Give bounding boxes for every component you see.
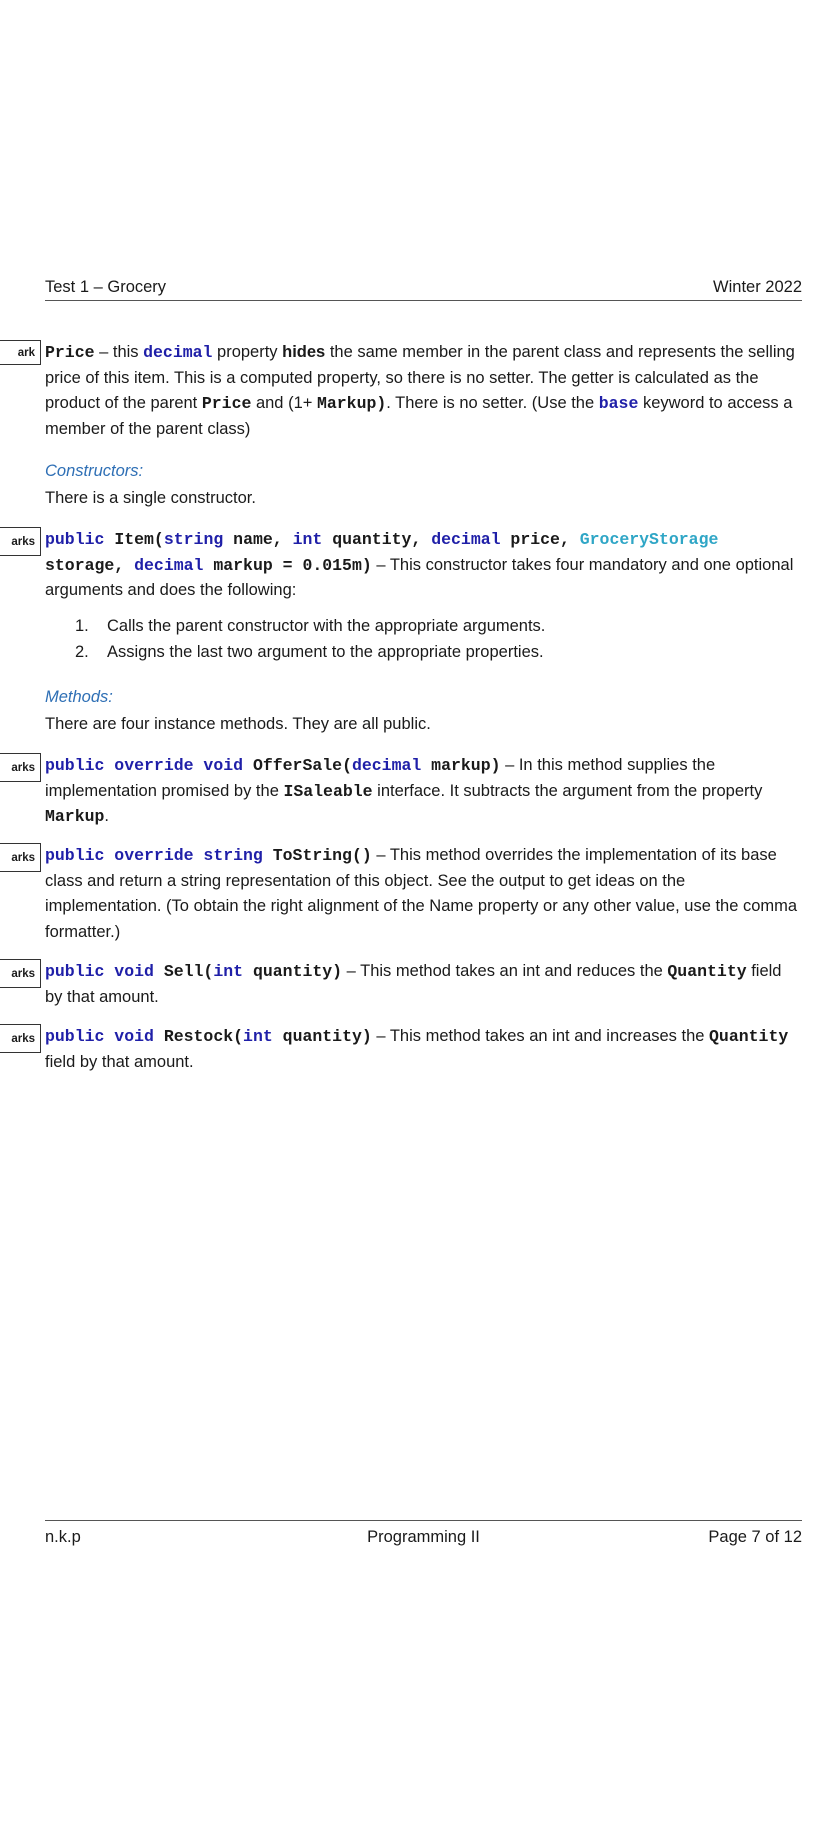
step-2	[75, 643, 544, 662]
methods-text: There are four instance methods. They are all public.	[45, 715, 431, 733]
methods-heading: Methods:	[45, 688, 113, 706]
marks-box-tostring: arks	[0, 843, 41, 872]
offersale-text-3: .	[104, 807, 110, 825]
decimal-keyword: decimal	[431, 530, 501, 549]
sell-block	[11, 959, 802, 1010]
marks-box-sell: arks	[0, 959, 41, 988]
int-keyword: int	[292, 530, 323, 549]
markup-ref: Markup)	[316, 394, 387, 413]
restock-name: Restock(	[153, 1027, 244, 1046]
restock-text-1: – This method takes an int and increases the	[371, 1027, 710, 1045]
tostring-keywords: public override string	[45, 846, 263, 865]
footer-course: Programming II	[367, 1528, 480, 1546]
offersale-arg: markup)	[421, 756, 501, 775]
price-property-block	[17, 340, 802, 442]
hides-word: hides	[282, 343, 326, 361]
isaleable-interface: ISaleable	[283, 781, 373, 801]
step-number: 1.	[75, 617, 89, 635]
restock-arg: quantity)	[272, 1027, 372, 1046]
ctor-price-param: price,	[500, 530, 580, 549]
public-keyword: public	[45, 530, 105, 549]
int-keyword: int	[243, 1027, 273, 1046]
header-title: Test 1 – Grocery	[45, 278, 167, 296]
page-header	[45, 276, 802, 301]
string-keyword: string	[163, 530, 224, 549]
tostring-text: – This method overrides the implementation of its base class and return a string representation of this object. See the output to get ideas on the implementation. (To obtain the right alignment of the Name property or any other value, use the comma formatter.)	[45, 846, 798, 941]
int-keyword: int	[213, 962, 244, 981]
quantity-field: Quantity	[709, 1027, 789, 1046]
marks-box-restock: arks	[0, 1024, 41, 1053]
restock-text-2: field by that amount.	[45, 1052, 194, 1071]
marks-box-price: ark	[0, 340, 41, 365]
constructors-heading: Constructors:	[45, 462, 144, 480]
marks-box-offersale: arks	[0, 753, 41, 782]
step-1	[75, 617, 545, 636]
sell-text-2: field by that amount.	[45, 962, 782, 1006]
grocery-storage-type: GroceryStorage	[579, 530, 719, 549]
markup-property: Markup	[45, 807, 105, 826]
restock-block	[11, 1024, 802, 1075]
restock-keywords: public void	[45, 1027, 154, 1046]
offersale-text-2: interface. It subtracts the argument from the property	[372, 781, 763, 800]
parent-price: Price	[201, 394, 252, 413]
ctor-item: Item(	[104, 530, 164, 549]
ctor-quantity-param: quantity,	[322, 530, 432, 549]
quantity-field: Quantity	[667, 962, 747, 981]
offersale-text-1: – In this method supplies the implementation promised by the	[45, 756, 716, 800]
sell-name: Sell(	[153, 962, 214, 981]
base-keyword: base	[598, 394, 639, 413]
footer-author: n.k.p	[45, 1528, 81, 1546]
price-text-3: the same member in the parent class and represents the selling price of this item. This is a computed property, so there is no setter. The getter is calculated as the product of the parent	[45, 343, 795, 412]
step-text: Calls the parent constructor with the appropriate arguments.	[107, 617, 546, 635]
offersale-name: OfferSale(	[243, 756, 352, 775]
ctor-name-param: name,	[223, 530, 293, 549]
tostring-block	[11, 843, 802, 945]
price-text-2: property	[212, 343, 283, 361]
sell-text-1: – This method takes an int and reduces the	[342, 962, 668, 980]
decimal-keyword-2: decimal	[134, 555, 204, 575]
offersale-keywords: public override void	[45, 756, 244, 775]
step-number: 2.	[75, 643, 89, 661]
price-text-5: . There is no setter. (Use the	[386, 394, 599, 412]
decimal-keyword: decimal	[143, 343, 213, 362]
constructors-text: There is a single constructor.	[45, 489, 256, 507]
price-text-1: – this	[94, 343, 144, 361]
step-text: Assigns the last two argument to the appropriate properties.	[107, 643, 544, 661]
decimal-keyword: decimal	[351, 756, 422, 775]
sell-arg: quantity)	[243, 962, 343, 981]
price-text-6: keyword to access a member of the parent class)	[45, 394, 793, 438]
price-text-4: and (1+	[251, 394, 317, 412]
ctor-markup-param: markup = 0.015m)	[203, 555, 372, 575]
marks-box-constructor: arks	[0, 527, 41, 556]
offersale-block	[11, 753, 802, 830]
sell-keywords: public void	[45, 962, 154, 981]
price-name: Price	[45, 343, 95, 362]
page-footer	[45, 1520, 802, 1551]
ctor-storage-param: storage,	[45, 555, 135, 575]
constructor-block	[11, 527, 802, 604]
tostring-name: ToString()	[262, 846, 372, 865]
ctor-description: – This constructor takes four mandatory and one optional arguments and does the following:	[45, 555, 794, 599]
header-term: Winter 2022	[713, 278, 802, 296]
footer-page-number: Page 7 of 12	[708, 1528, 802, 1546]
